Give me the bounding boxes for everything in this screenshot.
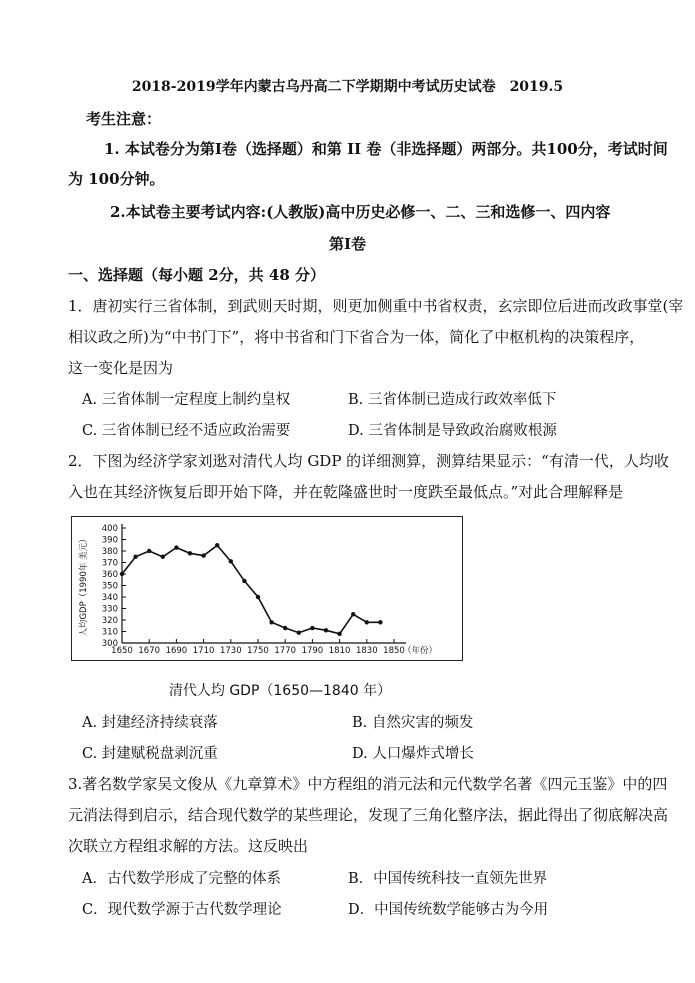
q3-option-b: B．中国传统科技一直领先世界 [348, 871, 548, 887]
notice-2: 2.本试卷主要考试内容:(人教版)高中历史必修一、二、三和选修一、四内容 [110, 203, 611, 221]
series-line [122, 545, 380, 634]
x-tick-label: 1750 [247, 646, 269, 656]
data-point [310, 626, 314, 630]
q3-line2: 元消法得到启示，结合现代数学的某些理论，发现了三角化整序法，据此得出了彻底解决高 [68, 806, 669, 824]
y-tick-label: 310 [101, 627, 118, 638]
q2-option-c: C. 封建赋税盘剥沉重 [82, 746, 218, 762]
x-tick-label: 1830 [355, 646, 378, 656]
x-tick-label: 1650 [111, 646, 133, 656]
y-tick-label: 360 [101, 570, 118, 580]
data-point [242, 579, 246, 583]
q2-option-d: D. 人口爆炸式增长 [352, 746, 474, 762]
data-point [120, 572, 124, 576]
y-tick-label: 390 [101, 535, 118, 546]
data-point [365, 620, 369, 624]
data-point [256, 595, 260, 599]
data-point [188, 551, 192, 555]
x-tick-label: 1850 [383, 646, 405, 656]
q3-option-d: D．中国传统数学能够古为今用 [348, 902, 549, 918]
data-point [229, 559, 233, 563]
y-tick-label: 330 [101, 604, 118, 615]
y-axis-label: 人均GDP（1990年 美元） [79, 534, 89, 637]
data-point [269, 620, 273, 624]
data-point [161, 555, 165, 559]
y-tick-label: 350 [101, 581, 118, 592]
part-title: 第Ⅰ卷 [328, 235, 367, 253]
notice-label: 考生注意： [86, 110, 162, 128]
data-point [351, 612, 355, 616]
q2-line1: 2．下图为经济学家刘逖对清代人均 GDP 的详细测算，测算结果显示：“有清一代，人均收 [68, 452, 669, 470]
x-tick-label: 1790 [301, 646, 324, 656]
x-tick-label: 1810 [328, 646, 351, 656]
x-axis-unit: （年份） [402, 646, 438, 656]
y-tick-label: 340 [101, 593, 118, 603]
gdp-chart [71, 516, 463, 661]
gdp-chart-svg [72, 517, 464, 662]
q2-line2: 入也在其经济恢复后即开始下降，并在乾隆盛世时一度跌至最低点。”对此合理解释是 [68, 483, 624, 501]
q1-option-a: A. 三省体制一定程度上制约皇权 [82, 392, 291, 408]
y-tick-label: 370 [101, 558, 118, 569]
q1-option-b: B. 三省体制已造成行政效率低下 [348, 392, 557, 408]
y-tick-label: 380 [101, 547, 118, 557]
q2-option-b: B. 自然灾害的频发 [352, 715, 474, 731]
chart-caption: 清代人均 GDP（1650—1840 年） [168, 683, 392, 699]
x-tick-label: 1670 [138, 646, 161, 656]
data-point [215, 543, 219, 547]
data-point [174, 545, 178, 549]
q1-line3: 这一变化是因为 [68, 359, 174, 377]
section-title: 一、选择题（每小题 2分，共 48 分） [68, 266, 325, 284]
y-tick-label: 400 [101, 524, 118, 534]
data-point [337, 632, 341, 636]
q3-option-c: C．现代数学源于古代数学理论 [82, 902, 282, 918]
data-point [201, 553, 205, 557]
x-tick-label: 1770 [274, 646, 297, 656]
x-tick-label: 1690 [165, 646, 188, 656]
q1-option-c: C. 三省体制已经不适应政治需要 [82, 423, 291, 439]
y-tick-label: 320 [101, 616, 118, 626]
q1-line2: 相议政之所)为“中书门下”，将中书省和门下省合为一体，简化了中枢机构的决策程序， [68, 328, 645, 346]
data-point [378, 620, 382, 624]
x-tick-label: 1730 [219, 646, 242, 656]
data-point [324, 628, 328, 632]
exam-title: 2018-2019学年内蒙古乌丹高二下学期期中考试历史试卷 2019.5 [131, 79, 564, 95]
q2-option-a: A. 封建经济持续衰落 [82, 715, 218, 731]
q1-option-d: D. 三省体制是导致政治腐败根源 [348, 423, 557, 439]
q3-line1: 3.著名数学家吴文俊从《九章算术》中方程组的消元法和元代数学名著《四元玉鉴》中的四 [68, 775, 668, 793]
notice-1a: 1. 本试卷分为第Ⅰ卷（选择题）和第 II 卷（非选择题）两部分。共100分，考试时间 [104, 140, 668, 158]
data-point [297, 630, 301, 634]
q1-line1: 1．唐初实行三省体制，到武则天时期，则更加侧重中书省权责，玄宗即位后进而改政事堂(宰 [68, 297, 684, 315]
q3-line3: 次联立方程组求解的方法。这反映出 [68, 837, 309, 855]
data-point [133, 555, 137, 559]
notice-1b: 为 100分钟。 [68, 170, 165, 188]
q3-option-a: A．古代数学形成了完整的体系 [82, 871, 281, 887]
data-point [283, 626, 287, 630]
x-tick-label: 1710 [192, 646, 215, 656]
y-tick-label: 300 [101, 639, 118, 649]
data-point [147, 549, 151, 553]
